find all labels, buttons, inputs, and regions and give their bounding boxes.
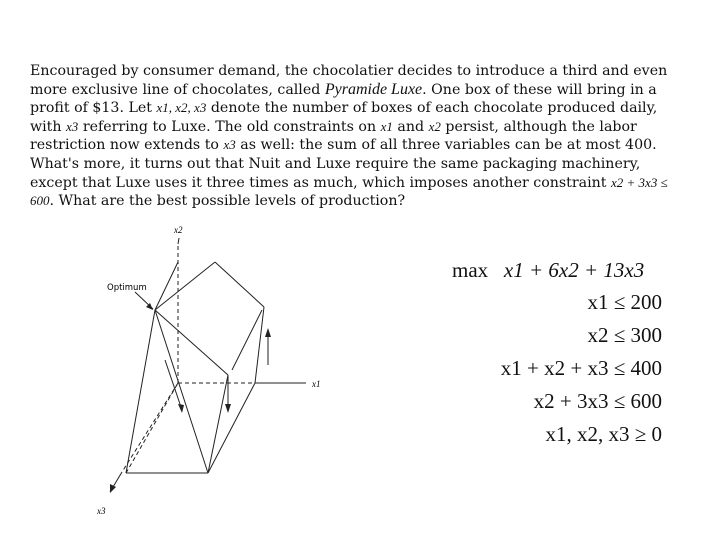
- arrowhead: [225, 404, 231, 413]
- polytope-edge: [255, 307, 264, 383]
- lp-objective: [452, 258, 644, 283]
- problem-text-2: . One box of these will bring in a profit of $13. Let: [30, 81, 657, 117]
- polytope-edge: [208, 383, 255, 473]
- optimum-label: Optimum: [107, 283, 147, 293]
- feasible-region-diagram: [60, 215, 400, 520]
- lp-constraint-2: x2 ≤ 300: [587, 323, 662, 347]
- x2-axis-label: x2: [174, 225, 183, 235]
- x2-arrow: [178, 238, 179, 244]
- variable-x1: x1: [380, 118, 393, 134]
- variable-x3: x3: [66, 118, 79, 134]
- objective-function: x1 + 6x2 + 13x3: [503, 258, 645, 282]
- x3-axis-label: x3: [97, 506, 106, 516]
- problem-text-6: persist, although the labor restriction now extends to: [30, 118, 637, 154]
- packaging-constraint: x2 + 3x3 ≤ 600: [30, 174, 668, 209]
- polytope-edge: [215, 262, 264, 307]
- problem-text-1: Encouraged by consumer demand, the chocolatier decides to introduce a third and even more exclusive line of chocolates, called: [30, 63, 668, 98]
- arrowhead: [265, 328, 271, 337]
- product-name: Pyramide Luxe: [324, 80, 423, 98]
- variable-x3-2: x3: [223, 137, 236, 153]
- problem-text-4: referring to Luxe. The old constraints on: [78, 118, 381, 135]
- max-keyword: max: [452, 258, 489, 282]
- x1-axis-label: x1: [312, 379, 321, 389]
- arrowhead: [110, 484, 116, 493]
- linear-program: [440, 252, 710, 452]
- problem-text-3: denote the number of boxes of each chocolate produced daily, with: [30, 100, 658, 135]
- variables: x1, x2, x3: [156, 100, 207, 116]
- problem-text-7: as well: the sum of all three variables can be at most 400. What's more, it turns out that Nuit and Luxe require the same packaging machinery, except that Luxe uses it three times as much, which imposes another constraint: [30, 137, 657, 191]
- polytope-edge: [155, 262, 178, 310]
- x3-axis: [122, 383, 178, 472]
- polytope-edge: [155, 310, 208, 473]
- lp-constraint-3: x1 + x2 + x3 ≤ 400: [500, 356, 662, 380]
- polytope-edge: [208, 375, 228, 473]
- lp-constraint-5: x1, x2, x3 ≥ 0: [545, 422, 662, 446]
- problem-statement: [30, 62, 692, 211]
- arrowhead: [178, 404, 184, 413]
- problem-text-5: and: [392, 118, 429, 135]
- lp-constraint-1: x1 ≤ 200: [587, 290, 662, 314]
- variable-x2: x2: [428, 118, 441, 134]
- problem-text-8: . What are the best possible levels of production?: [49, 193, 406, 210]
- lp-constraint-4: x2 + 3x3 ≤ 600: [533, 389, 662, 413]
- polytope-edge: [155, 262, 215, 310]
